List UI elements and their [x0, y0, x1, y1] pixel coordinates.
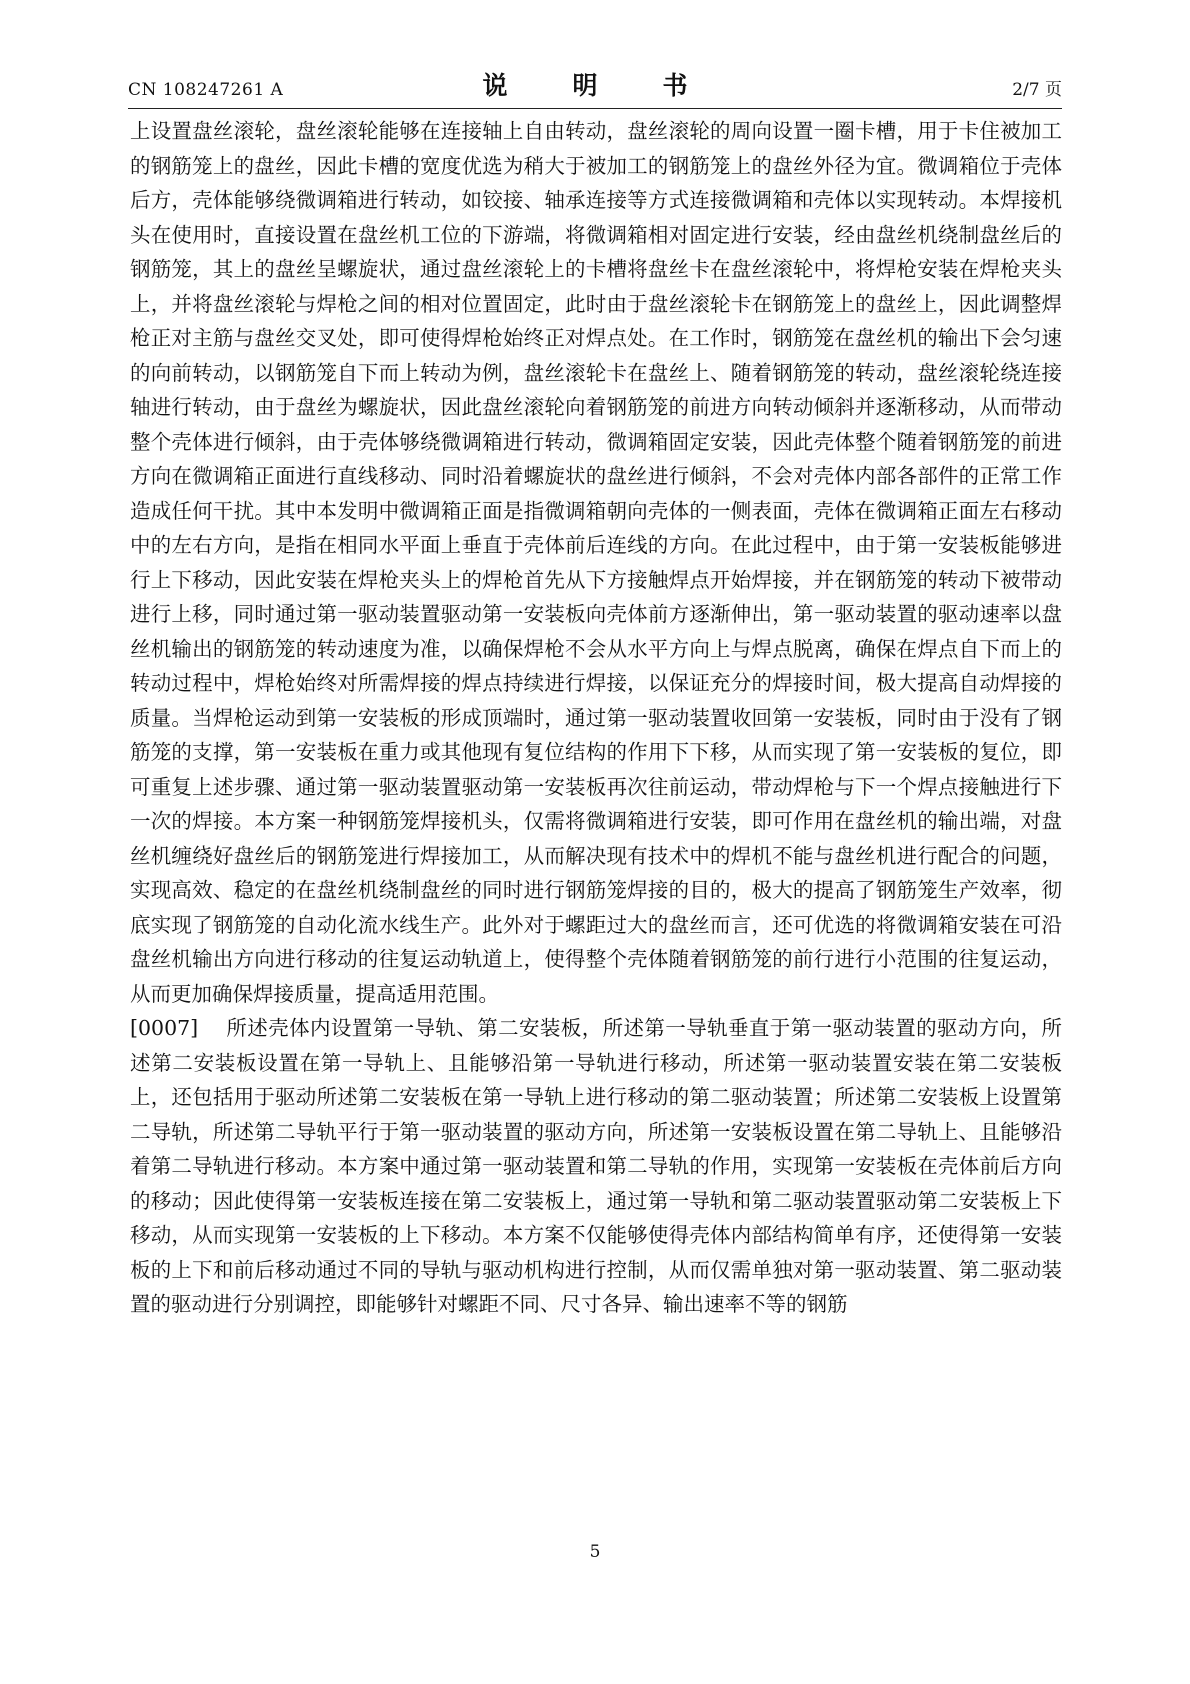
paragraph-0007	[130, 1011, 1062, 1322]
header-rule	[128, 108, 1062, 109]
document-title: 说 明 书	[482, 71, 708, 100]
paragraph-number: [0007]	[130, 1016, 199, 1040]
body-text	[130, 114, 1062, 1322]
page-count: 2/7 页	[1012, 80, 1062, 100]
page-number: 5	[589, 1542, 601, 1562]
page-header	[128, 68, 1062, 104]
paragraph-text: 上设置盘丝滚轮，盘丝滚轮能够在连接轴上自由转动，盘丝滚轮的周向设置一圈卡槽，用于卡住被加工的钢筋笼上的盘丝，因此卡槽的宽度优选为稍大于被加工的钢筋笼上的盘丝外径为宜。微调箱位于壳体后方，壳体能够绕微调箱进行转动，如铰接、轴承连接等方式连接微调箱和壳体以实现转动。本焊接机头在使用时，直接设置在盘丝机工位的下游端，将微调箱相对固定进行安装，经由盘丝机绕制盘丝后的钢筋笼，其上的盘丝呈螺旋状，通过盘丝滚轮上的卡槽将盘丝卡在盘丝滚轮中，将焊枪安装在焊枪夹头上，并将盘丝滚轮与焊枪之间的相对位置固定，此时由于盘丝滚轮卡在钢筋笼上的盘丝上，因此调整焊枪正对主筋与盘丝交叉处，即可使得焊枪始终正对焊点处。在工作时，钢筋笼在盘丝机的输出下会匀速的向前转动，以钢筋笼自下而上转动为例，盘丝滚轮卡在盘丝上、随着钢筋笼的转动，盘丝滚轮绕连接轴进行转动，由于盘丝为螺旋状，因此盘丝滚轮向着钢筋笼的前进方向转动倾斜并逐渐移动，从而带动整个壳体进行倾斜，由于壳体够绕微调箱进行转动，微调箱固定安装，因此壳体整个随着钢筋笼的前进方向在微调箱正面进行直线移动、同时沿着螺旋状的盘丝进行倾斜，不会对壳体内部各部件的正常工作造成任何干扰。其中本发明中微调箱正面是指微调箱朝向壳体的一侧表面，壳体在微调箱正面左右移动中的左右方向，是指在相同水平面上垂直于壳体前后连线的方向。在此过程中，由于第一安装板能够进行上下移动，因此安装在焊枪夹头上的焊枪首先从下方接触焊点开始焊接，并在钢筋笼的转动下被带动进行上移，同时通过第一驱动装置驱动第一安装板向壳体前方逐渐伸出，第一驱动装置的驱动速率以盘丝机输出的钢筋笼的转动速度为准，以确保焊枪不会从水平方向上与焊点脱离，确保在焊点自下而上的转动过程中，焊枪始终对所需焊接的焊点持续进行焊接，以保证充分的焊接时间，极大提高自动焊接的质量。当焊枪运动到第一安装板的形成顶端时，通过第一驱动装置收回第一安装板，同时由于没有了钢筋笼的支撑，第一安装板在重力或其他现有复位结构的作用下下移，从而实现了第一安装板的复位，即可重复上述步骤、通过第一驱动装置驱动第一安装板再次往前运动，带动焊枪与下一个焊点接触进行下一次的焊接。本方案一种钢筋笼焊接机头，仅需将微调箱进行安装，即可作用在盘丝机的输出端，对盘丝机缠绕好盘丝后的钢筋笼进行焊接加工，从而解决现有技术中的焊机不能与盘丝机进行配合的问题，实现高效、稳定的在盘丝机绕制盘丝的同时进行钢筋笼焊接的目的，极大的提高了钢筋笼生产效率，彻底实现了钢筋笼的自动化流水线生产。此外对于螺距过大的盘丝而言，还可优选的将微调箱安装在可沿盘丝机输出方向进行移动的往复运动轨道上，使得整个壳体随着钢筋笼的前行进行小范围的往复运动，从而更加确保焊接质量，提高适用范围。	[130, 119, 1062, 1006]
document-number: CN 108247261 A	[128, 80, 284, 100]
paragraph-continued	[130, 114, 1062, 1011]
paragraph-text: 所述壳体内设置第一导轨、第二安装板，所述第一导轨垂直于第一驱动装置的驱动方向，所述第二安装板设置在第一导轨上、且能够沿第一导轨进行移动，所述第一驱动装置安装在第二安装板上，还包括用于驱动所述第二安装板在第一导轨上进行移动的第二驱动装置；所述第二安装板上设置第二导轨，所述第二导轨平行于第一驱动装置的驱动方向，所述第一安装板设置在第二导轨上、且能够沿着第二导轨进行移动。本方案中通过第一驱动装置和第二导轨的作用，实现第一安装板在壳体前后方向的移动；因此使得第一安装板连接在第二安装板上，通过第一导轨和第二驱动装置驱动第二安装板上下移动，从而实现第一安装板的上下移动。本方案不仅能够使得壳体内部结构简单有序，还使得第一安装板的上下和前后移动通过不同的导轨与驱动机构进行控制，从而仅需单独对第一驱动装置、第二驱动装置的驱动进行分别调控，即能够针对螺距不同、尺寸各异、输出速率不等的钢筋	[130, 1016, 1062, 1316]
